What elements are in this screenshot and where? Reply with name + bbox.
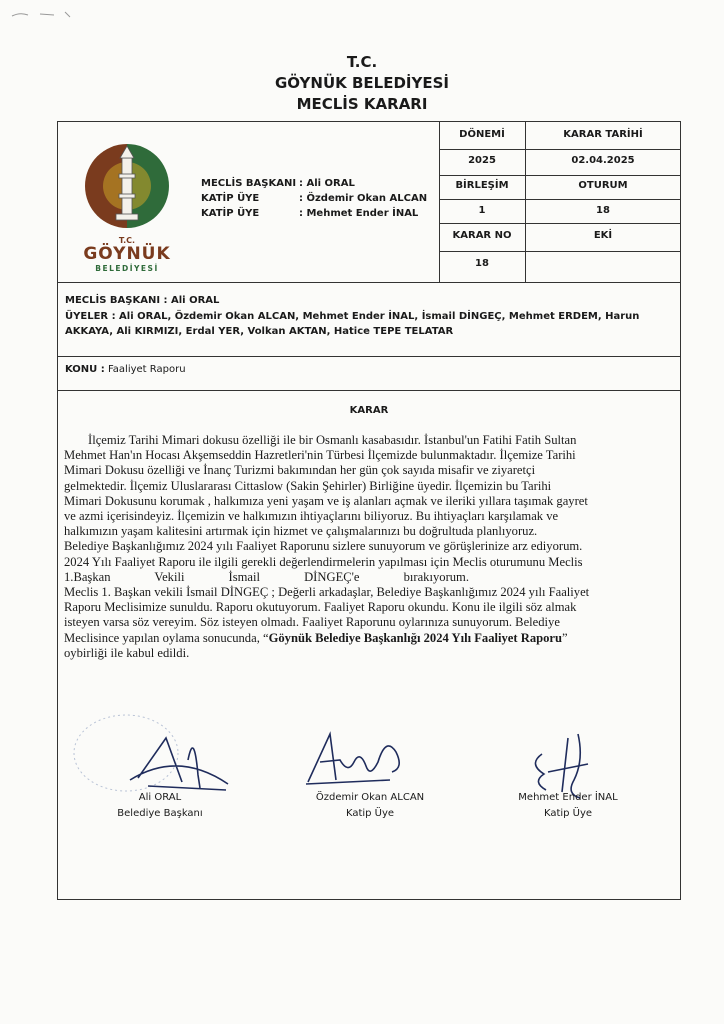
members-list-line1: ÜYELER : Ali ORAL, Özdemir Okan ALCAN, Mehmet Ender İNAL, İsmail DİNGEÇ, Mehmet ERDEM, Harun [65, 310, 640, 322]
members-president: MECLİS BAŞKANI : Ali ORAL [65, 295, 220, 306]
decision-emphasis-prefix: Meclisince yapılan oylama sonucunda, “ [64, 630, 269, 645]
decision-line: Mimari Dokusunu korumak , halkımıza yeni yaşam ve iş alanları açmak ve ileriki yıllara taşımak gayret [64, 493, 588, 508]
value-katip-uye-1: : Özdemir Okan ALCAN [299, 193, 428, 204]
value-karar-tarihi: 02.04.2025 [571, 155, 635, 166]
value-oturum: 18 [596, 205, 610, 216]
value-birlesim: 1 [478, 205, 486, 216]
subject-value: Faaliyet Raporu [107, 364, 186, 375]
label-eki: EKİ [593, 230, 613, 241]
signer-title: Katip Üye [345, 808, 395, 819]
label-karar-no: KARAR NO [452, 230, 512, 241]
decision-emphasis-bold: Göynük Belediye Başkanlığı 2024 Yılı Faaliyet Raporu [268, 630, 563, 645]
value-meclis-baskani: : Ali ORAL [299, 178, 355, 189]
signature-block-clerk-1 [300, 790, 440, 822]
signer-title: Katip Üye [543, 808, 593, 819]
decision-line: Raporu Meclisimize sunuldu. Raporu okutuyorum. Faaliyet Raporu okundu. Konu ile ilgili söz almak [64, 600, 577, 615]
value-karar-no: 18 [475, 258, 489, 269]
value-donemi: 2025 [468, 155, 496, 166]
logo-subtitle: BELEDİYESİ [95, 264, 159, 273]
logo-name: GÖYNÜK [83, 244, 171, 264]
signature-mayor [118, 720, 238, 800]
logo-tc: T.C. [118, 236, 136, 245]
signer-name: Özdemir Okan ALCAN [315, 792, 425, 803]
header-tc: T.C. [346, 53, 378, 71]
decision-line: gelmektedir. İlçemiz Uluslararası Cittaslow (Sakin Şehirler) Birliğine üyedir. İlçemizin bu Tarihi [64, 478, 552, 493]
value-katip-uye-2: : Mehmet Ender İNAL [299, 208, 419, 219]
decision-title: KARAR [349, 405, 389, 416]
header-council-decision: MECLİS KARARI [296, 95, 428, 113]
signature-block-mayor [100, 790, 220, 822]
decision-line: 2024 Yılı Faaliyet Raporu ile ilgili gerekli değerlendirmelerin yapılması için Meclis oturumunu Meclis [64, 554, 583, 569]
decision-line: İlçemiz Tarihi Mimari dokusu özelliği ile bir Osmanlı kasabasıdır. İstanbul'un Fatihi Fatih Sultan [88, 433, 577, 447]
header-municipality: GÖYNÜK BELEDİYESİ [275, 74, 449, 92]
signature-block-clerk-2 [498, 790, 638, 822]
scan-mark [10, 8, 80, 22]
decision-body [64, 433, 676, 661]
decision-line: isteyen varsa söz vereyim. Söz isteyen olmadı. Faaliyet Raporunu oylarınıza sunuyorum. Belediye [64, 615, 560, 630]
decision-line: ve azmi içerisindeyiz. İlçemizin ve halkımızın ihtiyaçlarını biliyoruz. Bu ihtiyaçları karşılamak ve [64, 509, 559, 524]
decision-final-line: oybirliği ile kabul edildi. [64, 645, 190, 660]
label-karar-tarihi: KARAR TARİHİ [563, 129, 643, 140]
document-header [0, 52, 724, 115]
decision-emphasis-suffix: ” [562, 630, 568, 645]
signer-name: Ali ORAL [138, 792, 182, 803]
signer-title: Belediye Başkanı [117, 808, 203, 819]
decision-line: 1.Başkan Vekili İsmail DİNGEÇ'e bırakıyorum. [64, 569, 469, 584]
signature-clerk-1 [300, 722, 420, 792]
subject-line [65, 364, 186, 375]
decision-line: Meclis 1. Başkan vekili İsmail DİNGEÇ ; Değerli arkadaşlar, Belediye Başkanlığımız 2024 yılı Faaliyet [64, 585, 590, 600]
label-katip-uye-2: KATİP ÜYE [201, 208, 260, 219]
decision-line-emphasis [64, 631, 676, 646]
municipality-logo [82, 140, 172, 272]
label-oturum: OTURUM [578, 180, 628, 191]
members-section [65, 293, 677, 340]
members-list-line2: AKKAYA, Ali KIRMIZI, Erdal YER, Volkan AKTAN, Hatice TEPE TELATAR [65, 326, 454, 337]
subject-label: KONU : [65, 364, 105, 375]
decision-line: Belediye Başkanlığımız 2024 yılı Faaliyet Raporunu sizlere sunuyorum ve görüşlerinize arz ediyorum. [64, 539, 583, 554]
label-meclis-baskani: MECLİS BAŞKANI [201, 178, 297, 189]
logo-emblem [82, 140, 172, 232]
document-frame [57, 121, 681, 900]
decision-line: Mehmet Han'ın Hocası Akşemseddin Hazretleri'nin Türbesi İlçemizde bulunmaktadır. İlçemize Tarihi [64, 448, 576, 463]
decision-line: halkımızın yaşam kalitesini artırmak için hizmet ve çalışmalarınızı bu doğrultuda planlıyoruz. [64, 524, 538, 539]
label-birlesim: BİRLEŞİM [455, 180, 509, 191]
label-donemi: DÖNEMİ [459, 129, 505, 140]
label-katip-uye-1: KATİP ÜYE [201, 193, 260, 204]
signer-name: Mehmet Ender İNAL [518, 792, 618, 803]
decision-line: Mimari Dokusu özelliği ve İnanç Turizmi bakımından her gün çok sayıda misafir ve ziyaretçi [64, 463, 536, 478]
